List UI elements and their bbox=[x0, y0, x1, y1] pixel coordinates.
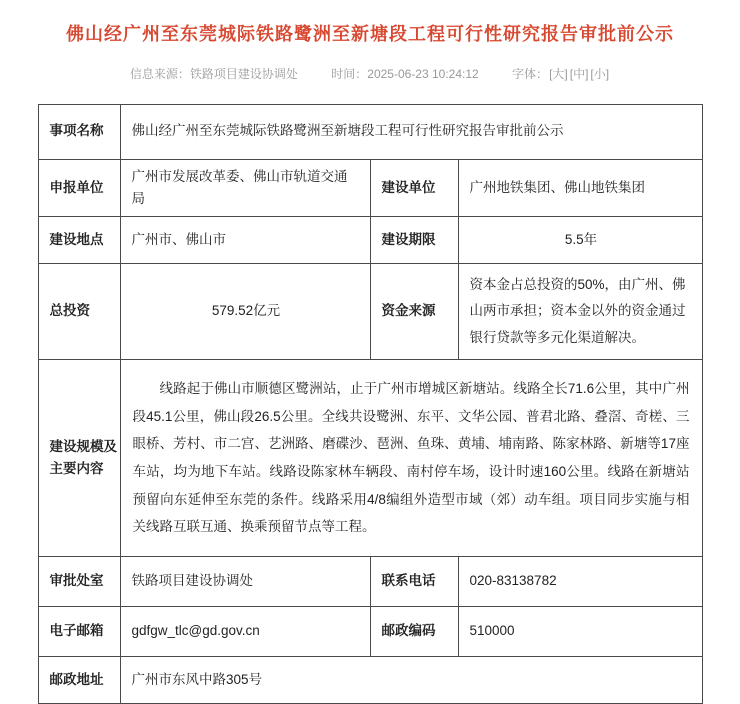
funding-value: 资本金占总投资的50%，由广州、佛山两市承担；资本金以外的资金通过银行贷款等多元化渠道解决。 bbox=[458, 264, 702, 360]
item-name-label: 事项名称 bbox=[38, 104, 120, 159]
scale-label: 建设规模及主要内容 bbox=[38, 360, 120, 557]
phone-label: 联系电话 bbox=[370, 557, 458, 607]
location-label: 建设地点 bbox=[38, 217, 120, 264]
table-row-scale bbox=[38, 360, 702, 557]
font-size-large-button[interactable]: [大] bbox=[549, 66, 568, 81]
email-value: gdfgw_tlc@gd.gov.cn bbox=[120, 607, 370, 657]
table-row-email bbox=[38, 607, 702, 657]
location-value: 广州市、佛山市 bbox=[120, 217, 370, 264]
address-label: 邮政地址 bbox=[38, 657, 120, 704]
applicant-value: 广州市发展改革委、佛山市轨道交通局 bbox=[120, 159, 370, 217]
email-label: 电子邮箱 bbox=[38, 607, 120, 657]
office-label: 审批处室 bbox=[38, 557, 120, 607]
font-size-controls bbox=[512, 68, 610, 80]
address-value: 广州市东风中路305号 bbox=[120, 657, 702, 704]
table-row-item-name bbox=[38, 104, 702, 159]
investment-value: 579.52亿元 bbox=[120, 264, 370, 360]
postcode-value: 510000 bbox=[458, 607, 702, 657]
applicant-label: 申报单位 bbox=[38, 159, 120, 217]
font-size-label: 字体： bbox=[512, 66, 549, 81]
item-name-value: 佛山经广州至东莞城际铁路鹭洲至新塘段工程可行性研究报告审批前公示 bbox=[120, 104, 702, 159]
page-title: 佛山经广州至东莞城际铁路鹭洲至新塘段工程可行性研究报告审批前公示 bbox=[66, 24, 674, 44]
builder-value: 广州地铁集团、佛山地铁集团 bbox=[458, 159, 702, 217]
scale-paragraph: 线路起于佛山市顺德区鹭洲站，止于广州市增城区新塘站。线路全长71.6公里，其中广州段45.1公里，佛山段26.5公里。全线共设鹭洲、东平、文华公园、普君北路、叠滘、奇槎、三眼桥、芳村、市二宫、艺洲路、磨碟沙、琶洲、鱼珠、黄埔、埔南路、陈家林路、新塘等17座车站，均为地下车站。线路设陈家林车辆段、南村停车场，设计时速160公里。线路在新塘站预留向东延伸至东莞的条件。线路采用4/8编组外造型市域（郊）动车组。项目同步实施与相关线路互联互通、换乘预留节点等工程。 bbox=[132, 381, 690, 535]
investment-label: 总投资 bbox=[38, 264, 120, 360]
font-size-small-button[interactable]: [小] bbox=[590, 66, 610, 81]
scale-value bbox=[120, 360, 702, 557]
table-row-address bbox=[38, 657, 702, 704]
duration-label: 建设期限 bbox=[370, 217, 458, 264]
table-row-investment bbox=[38, 264, 702, 360]
duration-value: 5.5年 bbox=[458, 217, 702, 264]
publish-time: 时间：2025-06-23 10:24:12 bbox=[331, 66, 479, 81]
funding-label: 资金来源 bbox=[370, 264, 458, 360]
table-row-location bbox=[38, 217, 702, 264]
font-size-medium-button[interactable]: [中] bbox=[569, 66, 589, 81]
office-value: 铁路项目建设协调处 bbox=[120, 557, 370, 607]
builder-label: 建设单位 bbox=[370, 159, 458, 217]
announcement-table bbox=[38, 104, 703, 704]
table-row-units bbox=[38, 159, 702, 217]
table-row-office bbox=[38, 557, 702, 607]
postcode-label: 邮政编码 bbox=[370, 607, 458, 657]
info-source: 信息来源：铁路项目建设协调处 bbox=[129, 66, 298, 81]
meta-bar bbox=[0, 68, 740, 80]
phone-value: 020-83138782 bbox=[458, 557, 702, 607]
